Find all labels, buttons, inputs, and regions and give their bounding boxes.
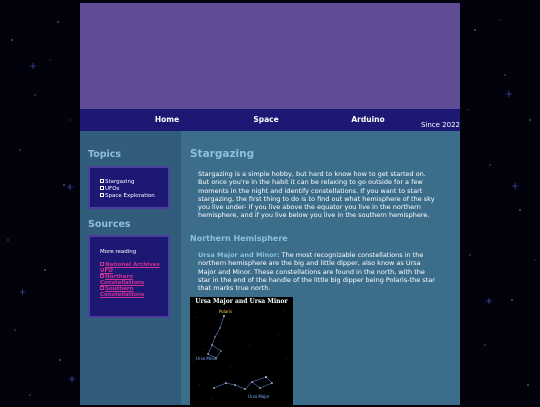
northern-hemisphere-heading: Northern Hemisphere	[190, 234, 288, 243]
ursa-major-label: Ursa Major	[248, 394, 270, 399]
source-link-northern-constellations[interactable]	[100, 274, 164, 286]
main-content	[181, 131, 460, 405]
ursa-paragraph	[198, 251, 436, 292]
source-link-label: National Archives UFO	[100, 262, 160, 274]
topic-item-space-exploration[interactable]	[100, 193, 168, 200]
sources-heading: Sources	[88, 219, 131, 230]
since-label: Since 2022	[420, 121, 460, 129]
top-navigation-bar	[80, 109, 460, 131]
topic-label: UFOs	[105, 186, 120, 192]
square-outline-icon	[100, 262, 104, 266]
nav-home-link[interactable]: Home	[154, 115, 180, 124]
square-outline-icon	[100, 193, 104, 197]
constellation-chart	[190, 297, 293, 407]
topics-heading: Topics	[88, 149, 122, 160]
constellation-figure	[190, 297, 293, 407]
square-outline-icon	[100, 186, 104, 190]
ursa-minor-label: Ursa Minor	[196, 356, 218, 361]
source-link-label: Northern Constellations	[100, 274, 145, 286]
page-title: Stargazing	[190, 148, 255, 160]
sources-box	[88, 235, 170, 318]
source-link-label: Southern Constellations	[100, 286, 145, 298]
sidebar	[80, 131, 181, 405]
source-link-national-archives-ufo[interactable]	[100, 262, 164, 274]
more-reading-label: More reading	[100, 249, 137, 255]
topic-item-stargazing[interactable]	[100, 179, 168, 186]
ursa-lead: Ursa Major and Minor:	[198, 251, 280, 259]
figure-title: Ursa Major and Ursa Minor	[195, 298, 288, 305]
topic-label: Space Exploration	[105, 193, 155, 199]
intro-paragraph: Stargazing is a simple hobby, but hard to know how to get started on. But once you're in the habit it can be relaxing to go outside for a few moments in the night and identify constellations. If you want to start stargazing, the first thing to do is to find out what hemisphere of the sky you live under- if you live above the equator you live in the northern hemisphere, and if you live below you live in the southern hemisphere.	[198, 170, 435, 220]
page-container	[80, 3, 460, 405]
header-banner	[80, 3, 460, 109]
polaris-label: Polaris	[219, 309, 233, 314]
source-link-southern-constellations[interactable]	[100, 286, 164, 298]
nav-space-link[interactable]: Space	[253, 115, 279, 124]
square-outline-icon	[100, 274, 104, 278]
topic-label: Stargazing	[105, 179, 135, 185]
square-outline-icon	[100, 286, 104, 290]
square-outline-icon	[100, 179, 104, 183]
ursa-text: The most recognizable constellations in the northern hemisphere are the big and little dipper, also know as Ursa Major and Minor. These constellations are found in the north, with the star in the end of the handle of the little big dipper being Polaris-the star that marks true north.	[198, 251, 435, 293]
nav-arduino-link[interactable]: Arduino	[351, 115, 385, 124]
topics-box	[88, 166, 170, 209]
topic-item-ufos[interactable]	[100, 186, 168, 193]
